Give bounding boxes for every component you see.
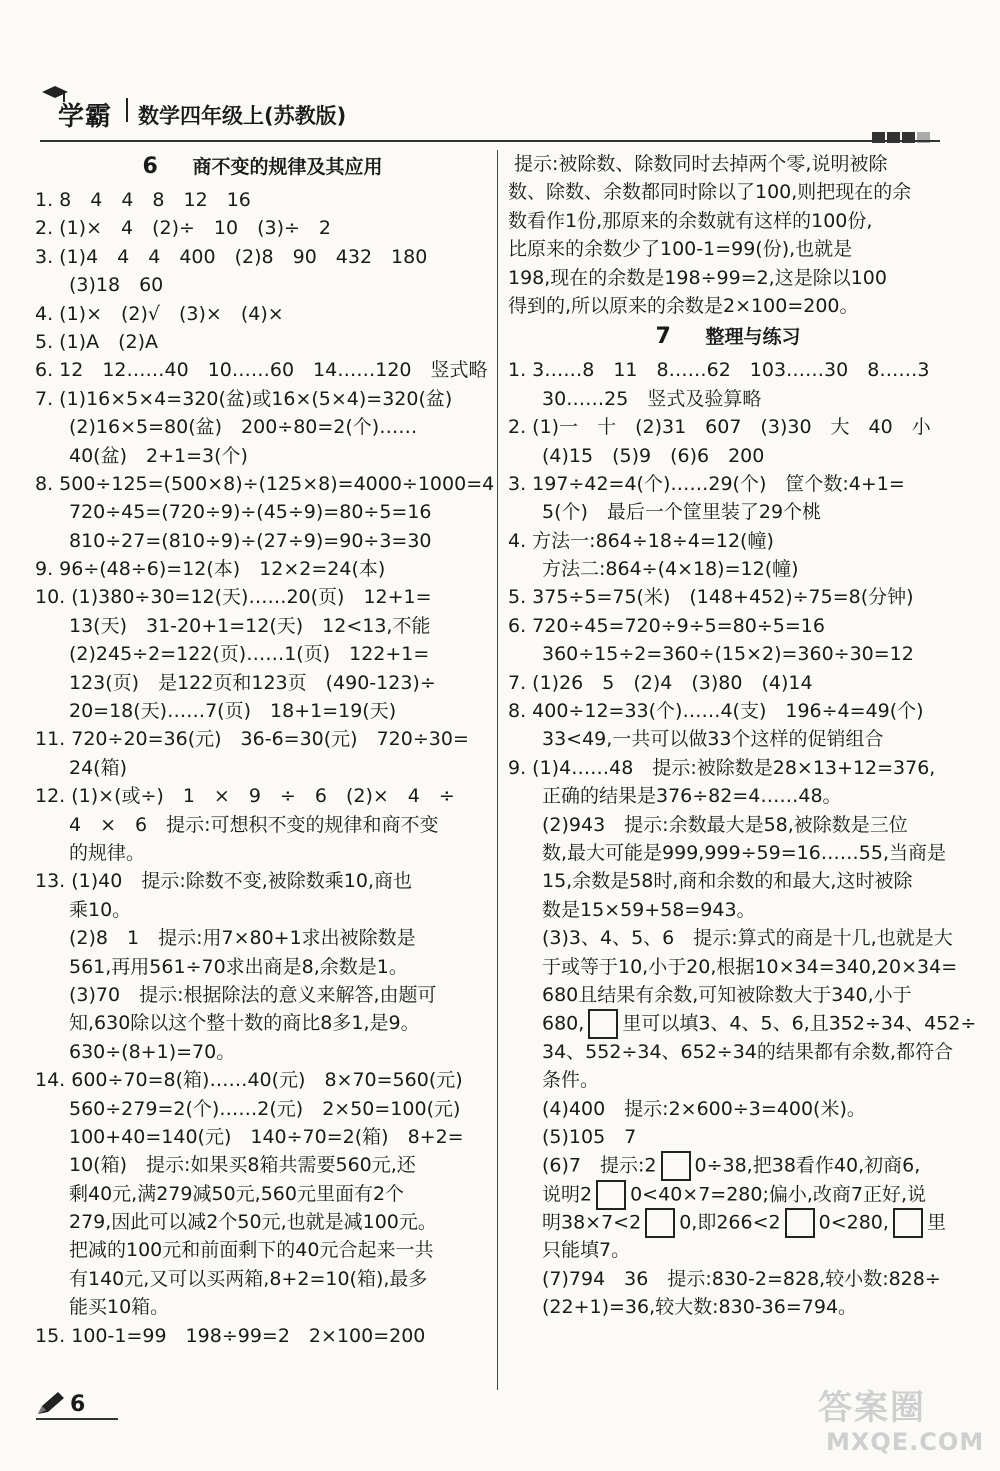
blank-box	[588, 1009, 618, 1039]
answer-line: 13(天) 31-20+1=12(天) 12<13,不能	[69, 614, 431, 637]
text-segment: 0÷38,把38看作40,初商6,	[694, 1154, 921, 1177]
answer-line: 3. (1)4 4 4 400 (2)8 90 432 180	[35, 245, 428, 268]
answer-line: 6. 12 12……40 10……60 14……120 竖式略	[35, 359, 488, 382]
answer-line: 34、552÷34、652÷34的结果都有余数,都符合	[542, 1040, 953, 1063]
answer-line: 正确的结果是376÷82=4……48。	[542, 785, 842, 808]
column-divider	[497, 150, 498, 1390]
page-header	[40, 92, 940, 138]
answer-line: 的规律。	[69, 841, 146, 864]
answer-line: 能买10箱。	[69, 1296, 170, 1319]
answer-line: 3. 197÷42=4(个)……29(个) 筐个数:4+1=	[508, 472, 905, 495]
answer-line: 5. (1)A (2)A	[35, 330, 158, 353]
answer-line: 33<49,一共可以做33个这样的促销组合	[542, 728, 884, 751]
section-number: 6	[142, 154, 158, 179]
footer-rule	[36, 1418, 118, 1420]
answer-line: 数,最大可能是999,999÷59=16……55,当商是	[542, 841, 947, 864]
answer-line: 知,630除以这个整十数的商比8多1,是9。	[69, 1012, 420, 1035]
section-heading-6	[35, 154, 490, 180]
answer-line: 40(盆) 2+1=3(个)	[69, 444, 248, 467]
answer-line: 1. 8 4 4 8 12 16	[35, 189, 251, 211]
answer-line	[508, 1151, 948, 1179]
answer-line: 10(箱) 提示:如果买8箱共需要560元,还	[69, 1154, 416, 1177]
header-separator	[126, 98, 128, 122]
answer-line: 100+40=140(元) 140÷70=2(箱) 8+2=	[69, 1125, 464, 1148]
answer-line: 8. 500÷125=(500×8)÷(125×8)=4000÷1000=4	[35, 472, 495, 495]
blank-box	[661, 1151, 691, 1181]
section-heading-7	[508, 324, 948, 350]
answer-line: 只能填7。	[542, 1239, 631, 1262]
text-segment: 0<40×7=280;偏小,改商7正好,说	[630, 1183, 927, 1206]
watermark-url: MXQE.COM	[826, 1428, 985, 1456]
answer-line: 把减的100元和前面剩下的40元合起来一共	[69, 1239, 434, 1262]
text-segment: 里	[926, 1211, 946, 1234]
answer-line: 720÷45=(720÷9)÷(45÷9)=80÷5=16	[69, 501, 432, 524]
answer-line: (2)8 1 提示:用7×80+1求出被除数是	[69, 927, 416, 950]
answer-line: (2)943 提示:余数最大是58,被除数是三位	[542, 813, 908, 836]
answer-line: 乘10。	[69, 898, 132, 921]
answer-line: 1. 3……8 11 8……62 103……30 8……3	[508, 359, 930, 382]
answer-line: (3)3、4、5、6 提示:算式的商是十几,也就是大	[542, 927, 953, 950]
answer-line: 11. 720÷20=36(元) 36-6=30(元) 720÷30=	[35, 728, 469, 751]
section-title: 商不变的规律及其应用	[192, 156, 383, 178]
answer-line: 有140元,又可以买两箱,8+2=10(箱),最多	[69, 1267, 428, 1290]
answer-line: 15. 100-1=99 198÷99=2 2×100=200	[35, 1324, 426, 1347]
answer-line	[508, 1180, 948, 1208]
answer-line: 8. 400÷12=33(个)……4(支) 196÷4=49(个)	[508, 700, 924, 723]
answer-line: 6. 720÷45=720÷9÷5=80÷5=16	[508, 614, 825, 637]
blank-box	[645, 1208, 675, 1238]
hint-line: 比原来的余数少了100-1=99(份),也就是	[508, 238, 853, 261]
pencil-icon	[36, 1390, 66, 1416]
answer-line: 13. (1)40 提示:除数不变,被除数乘10,商也	[35, 870, 413, 893]
answer-line: (2)16×5=80(盆) 200÷80=2(个)……	[69, 416, 418, 439]
answer-line: 810÷27=(810÷9)÷(27÷9)=90÷3=30	[69, 529, 432, 552]
left-column	[35, 150, 495, 1350]
answer-line: 7. (1)16×5×4=320(盆)或16×(5×4)=320(盆)	[35, 387, 453, 410]
brand-logo: 学霸	[58, 102, 113, 132]
answer-line: 剩40元,满279减50元,560元里面有2个	[69, 1182, 405, 1205]
answer-line: 10. (1)380÷30=12(天)……20(页) 12+1=	[35, 586, 432, 609]
answer-line	[508, 1009, 977, 1037]
hint-line: 数、除数、余数都同时除以了100,则把现在的余	[508, 181, 912, 204]
right-column	[508, 150, 977, 1322]
text-segment: 680,	[542, 1012, 585, 1035]
text-segment: (6)7 提示:2	[542, 1154, 657, 1177]
answer-line: (7)794 36 提示:830-2=828,较小数:828÷	[542, 1267, 941, 1290]
hint-line: 提示:被除数、除数同时去掉两个零,说明被除	[514, 153, 888, 175]
book-title: 数学四年级上(苏教版)	[138, 104, 347, 128]
answer-line: 24(箱)	[69, 756, 128, 779]
answer-line: 5(个) 最后一个筐里装了29个桃	[542, 501, 822, 524]
answer-line: 2. (1)× 4 (2)÷ 10 (3)÷ 2	[35, 217, 332, 240]
answer-line: 680且结果有余数,可知被除数大于340,小于	[542, 983, 912, 1006]
page-number: 6	[70, 1392, 86, 1417]
answer-line: 5. 375÷5=75(米) (148+452)÷75=8(分钟)	[508, 586, 914, 609]
blank-box	[893, 1208, 923, 1238]
answer-line: 123(页) 是122页和123页 (490-123)÷	[69, 671, 436, 694]
answer-line: (5)105 7	[542, 1125, 637, 1148]
text-segment: 0<280,	[818, 1211, 889, 1234]
answer-line: 30……25 竖式及验算略	[542, 387, 762, 410]
blank-box	[596, 1180, 626, 1210]
header-blocks	[872, 128, 932, 147]
answer-line: (4)15 (5)9 (6)6 200	[542, 444, 765, 467]
text-segment: 0,即266<2	[679, 1211, 781, 1234]
text-segment: 说明2	[542, 1183, 593, 1206]
text-segment: 明38×7<2	[542, 1211, 642, 1234]
hint-line: 得到的,所以原来的余数是2×100=200。	[508, 294, 859, 317]
answer-line: 561,再用561÷70求出商是8,余数是1。	[69, 955, 408, 978]
answer-line: 279,因此可以减2个50元,也就是减100元。	[69, 1211, 437, 1234]
answer-line: (3)70 提示:根据除法的意义来解答,由题可	[69, 983, 437, 1006]
watermark-stamp: 答案圈	[818, 1388, 926, 1428]
section-title: 整理与练习	[705, 326, 801, 349]
answer-line: 360÷15÷2=360÷(15×2)=360÷30=12	[542, 643, 914, 666]
blank-box	[785, 1208, 815, 1238]
answer-line: 方法二:864÷(4×18)=12(幢)	[542, 558, 799, 581]
answer-line: 数是15×59+58=943。	[542, 898, 756, 921]
answer-line: (2)245÷2=122(页)……1(页) 122+1=	[69, 643, 430, 666]
answer-line: (3)18 60	[69, 274, 164, 297]
answer-line: 14. 600÷70=8(箱)……40(元) 8×70=560(元)	[35, 1069, 463, 1092]
answer-line: (4)400 提示:2×600÷3=400(米)。	[542, 1097, 866, 1120]
answer-line: 4. (1)× (2)√ (3)× (4)×	[35, 302, 284, 325]
answer-line: 15,余数是58时,商和余数的和最大,这时被除	[542, 870, 913, 893]
answer-line: 560÷279=2(个)……2(元) 2×50=100(元)	[69, 1097, 461, 1120]
answer-line: 条件。	[542, 1069, 600, 1092]
answer-line: 于或等于10,小于20,根据10×34=340,20×34=	[542, 955, 958, 978]
answer-line: 4 × 6 提示:可想积不变的规律和商不变	[69, 813, 439, 836]
answer-line: 630÷(8+1)=70。	[69, 1040, 236, 1063]
answer-line: 7. (1)26 5 (2)4 (3)80 (4)14	[508, 671, 813, 694]
hint-line: 198,现在的余数是198÷99=2,这是除以100	[508, 266, 887, 289]
answer-line: 2. (1)一 十 (2)31 607 (3)30 大 40 小	[508, 416, 931, 439]
answer-line	[508, 1208, 948, 1236]
answer-line: 12. (1)×(或÷) 1 × 9 ÷ 6 (2)× 4 ÷	[35, 785, 455, 808]
text-segment: 里可以填3、4、5、6,且352÷34、452÷	[622, 1012, 977, 1035]
answer-line: 4. 方法一:864÷18÷4=12(幢)	[508, 529, 774, 552]
section-number: 7	[655, 324, 671, 350]
hint-line: 数看作1份,那原来的余数就有这样的100份,	[508, 209, 873, 232]
answer-line: (22+1)=36,较大数:830-36=794。	[542, 1296, 858, 1319]
answer-line: 9. (1)4……48 提示:被除数是28×13+12=376,	[508, 756, 936, 779]
answer-line: 20=18(天)……7(页) 18+1=19(天)	[69, 700, 397, 723]
answer-line: 9. 96÷(48÷6)=12(本) 12×2=24(本)	[35, 558, 386, 581]
header-rule	[40, 140, 940, 142]
